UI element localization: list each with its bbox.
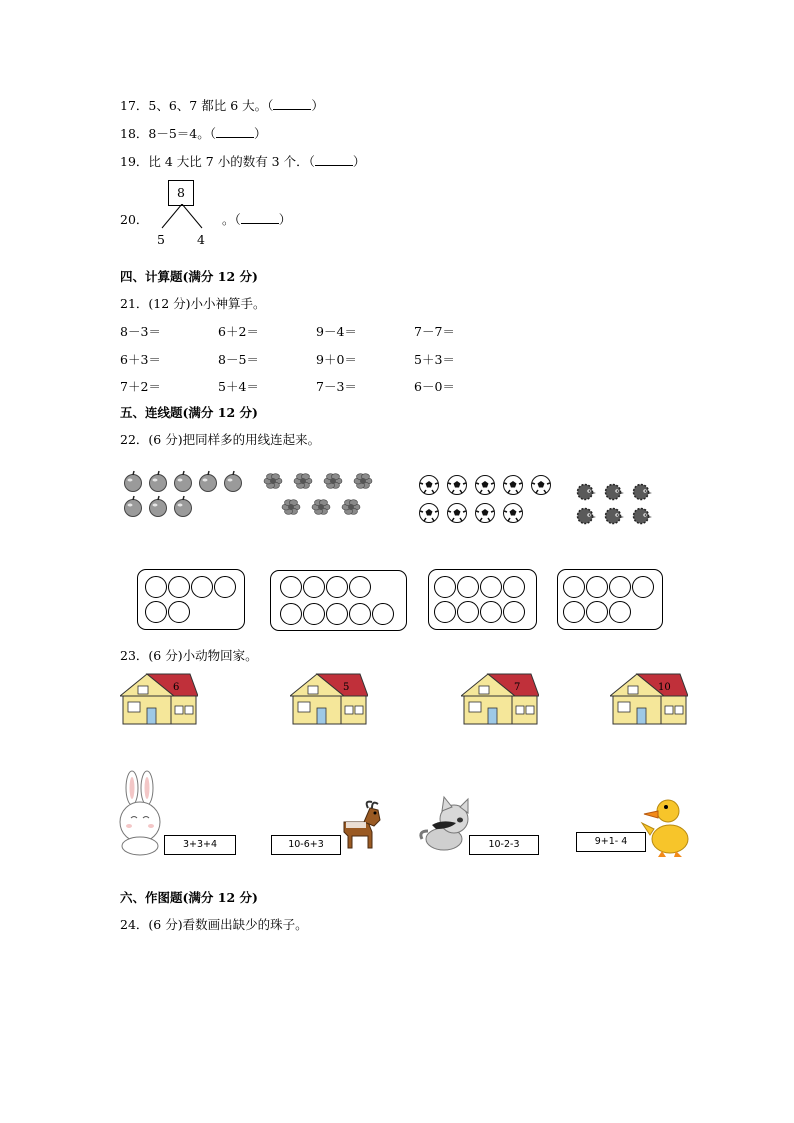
house[interactable] [120,670,198,726]
circle-group-box[interactable] [137,569,245,630]
apple-group[interactable] [122,470,242,520]
circle [632,576,654,598]
circle-group-box[interactable] [270,570,407,631]
circle [168,576,190,598]
house-icon [610,670,688,726]
soccer-ball-icon [474,502,496,524]
soccer-ball-icon [446,502,468,524]
rabbit-icon[interactable] [116,770,164,856]
circle [372,603,394,625]
house-number: 7 [514,682,521,693]
circle [145,601,167,623]
hedgehog-icon [575,480,597,502]
hedgehog-icon [631,480,653,502]
flower-icon [352,470,374,492]
circle [586,601,608,623]
flower-icon [280,496,302,518]
soccer-ball-icon [418,474,440,496]
apple-icon [147,470,169,492]
circle [609,576,631,598]
calc-item: 6＋2＝ [218,324,259,339]
calc-item: 5＋4＝ [218,379,259,394]
calc-item: 9－4＝ [316,324,357,339]
question-19: 19．比 4 大比 7 小的数有 3 个．（ ） [120,154,366,169]
apple-icon [122,470,144,492]
circle [480,576,502,598]
hedgehog-icon [603,504,625,526]
flower-icon [262,470,284,492]
house-number: 5 [343,682,350,693]
hedgehog-icon [603,480,625,502]
circle [563,576,585,598]
duck-icon[interactable] [638,795,692,859]
circle [457,601,479,623]
circle [168,601,190,623]
circle [303,603,325,625]
circle [326,603,348,625]
house-icon [120,670,198,726]
circle [434,601,456,623]
question-17: 17．5、6、7 都比 6 大。（ ） [120,98,324,113]
circle [326,576,348,598]
number-bond-left: 5 [157,232,165,247]
section-5-heading: 五、连线题(满分 12 分) [120,405,258,420]
calc-item: 7－3＝ [316,379,357,394]
question-24: 24．(6 分)看数画出缺少的珠子。 [120,917,308,932]
calc-item: 5＋3＝ [414,352,455,367]
soccer-ball-icon [502,502,524,524]
expression-box[interactable]: 10-6+3 [271,835,341,855]
apple-icon [222,470,244,492]
section-4-heading: 四、计算题(满分 12 分) [120,269,258,284]
house-number: 10 [658,682,671,693]
circle [145,576,167,598]
soccer-ball-icon [446,474,468,496]
number-bond-right: 4 [197,232,205,247]
number-bond-top: 8 [168,180,194,206]
circle [480,601,502,623]
circle [349,603,371,625]
circle [503,576,525,598]
circle [434,576,456,598]
apple-icon [197,470,219,492]
circle [609,601,631,623]
answer-blank[interactable] [216,126,254,138]
house-number: 6 [173,682,180,693]
apple-icon [122,495,144,517]
apple-icon [147,495,169,517]
question-20-answer: 。（ ） [222,212,292,227]
circle-group-box[interactable] [428,569,537,630]
soccer-ball-group[interactable] [418,474,558,526]
circle [280,576,302,598]
calc-item: 6＋3＝ [120,352,161,367]
soccer-ball-icon [502,474,524,496]
hedgehog-icon [575,504,597,526]
calc-item: 7－7＝ [414,324,455,339]
soccer-ball-icon [418,502,440,524]
calc-item: 6－0＝ [414,379,455,394]
goat-icon[interactable] [338,800,384,852]
soccer-ball-icon [530,474,552,496]
house[interactable] [461,670,539,726]
house[interactable] [610,670,688,726]
calc-item: 7＋2＝ [120,379,161,394]
house-icon [461,670,539,726]
calc-item: 8－3＝ [120,324,161,339]
circle [280,603,302,625]
question-22: 22．(6 分)把同样多的用线连起来。 [120,432,321,447]
expression-box[interactable]: 3+3+4 [164,835,236,855]
cat-icon[interactable] [418,795,476,853]
house-icon [290,670,368,726]
hedgehog-icon [631,504,653,526]
apple-icon [172,495,194,517]
hedgehog-group[interactable] [575,480,665,530]
circle [586,576,608,598]
circle-group-box[interactable] [557,569,663,630]
section-6-heading: 六、作图题(满分 12 分) [120,890,258,905]
flower-icon [310,496,332,518]
expression-box[interactable]: 10-2-3 [469,835,539,855]
calc-item: 8－5＝ [218,352,259,367]
circle [191,576,213,598]
number-bond-lines [160,204,204,230]
circle [303,576,325,598]
apple-icon [172,470,194,492]
answer-blank[interactable] [241,212,279,224]
question-23: 23．(6 分)小动物回家。 [120,648,258,663]
question-20-label: 20． [120,212,149,227]
calc-item: 9＋0＝ [316,352,357,367]
flower-icon [340,496,362,518]
circle [457,576,479,598]
flower-group[interactable] [262,470,387,520]
question-18: 18．8－5＝4。（ ） [120,126,267,141]
flower-icon [292,470,314,492]
circle [214,576,236,598]
answer-blank[interactable] [315,154,353,166]
circle [349,576,371,598]
question-21: 21．(12 分)小小神算手。 [120,296,266,311]
flower-icon [322,470,344,492]
expression-box[interactable]: 9+1- 4 [576,832,646,852]
house[interactable] [290,670,368,726]
circle [503,601,525,623]
circle [563,601,585,623]
soccer-ball-icon [474,474,496,496]
answer-blank[interactable] [273,98,311,110]
